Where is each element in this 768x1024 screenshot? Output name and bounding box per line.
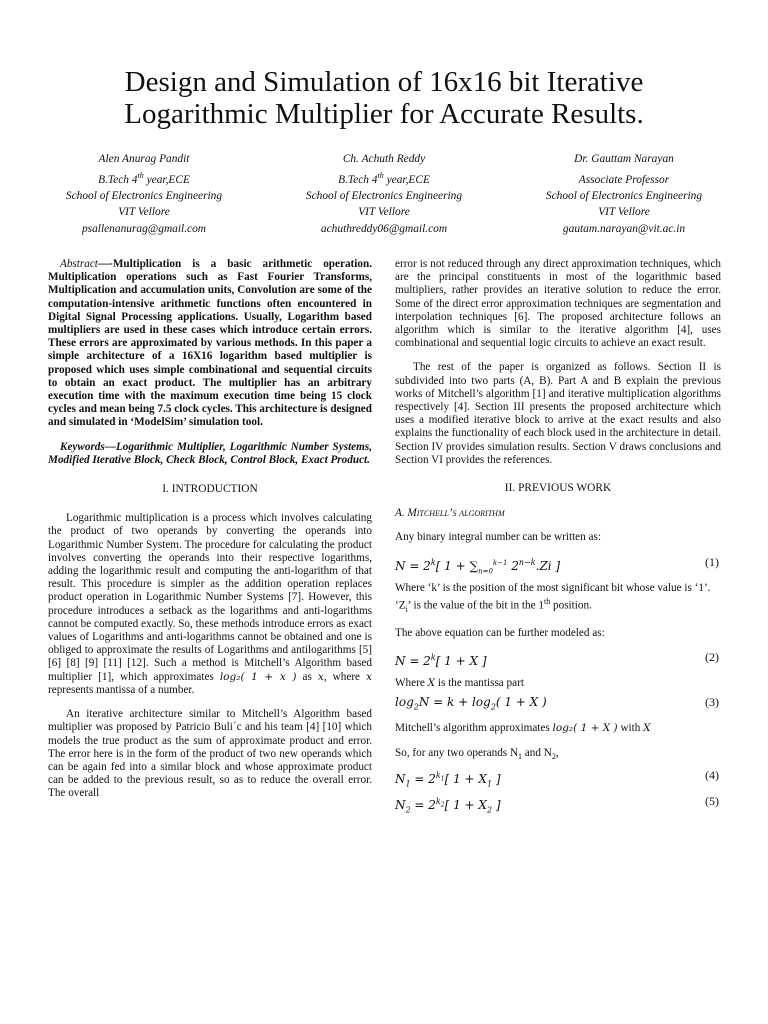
- author-email: gautam.narayan@vit.ac.in: [562, 222, 686, 235]
- text-line: Any binary integral number can be written as:: [395, 531, 601, 544]
- author-email: achuthreddy06@gmail.com: [320, 222, 448, 235]
- intro-paragraph-1: Logarithmic multiplication is a process which involves calculating the product of two operands by converting the operands into Logarithmic Number System. The procedure for calculating the product involves converting the operands into their respective logarithms, adding the logarithmic result and computing the anti-logarithm of that result. This procedure is simpler as the addition operation replaces product operation in Logarithmic Number Systems [7]. However, this procedure introduces a setback as the logarithms and anti-logarithms cannot be computed exactly. So, these methods introduce errors as exact values of Logarithms and anti-logarithms cannot be obtained and one is obliged to approximate the results of Logarithms and antilogarithms [5] [6] [8] [9] [11] [12]. Such a method is Mitchell’s Algorithm based multiplier [1], which approximates log₂( 1 + x ) as x, where x represents mantissa of a number.: [48, 512, 372, 696]
- text-line: Mitchell’s algorithm approximates log₂( 1 + X ) with X: [395, 722, 651, 735]
- author-institution: VIT Vellore: [358, 206, 410, 219]
- equation-1: $N = 2^k$[ $1 + \sum_{n=0}^{k-1}$ $2^{n-k}.Zi$ ] (1): [395, 554, 719, 576]
- equation-4: $N_1 = 2^{k_1}$[ $1 + X_1$ ] (4): [395, 768, 719, 789]
- right-column: [395, 258, 721, 821]
- intro-paragraph-2: An iterative architecture similar to Mitchell’s Algorithm based multiplier was proposed by Patricio Buli´c and his team [4] [10] which models the true product as the sum of approximate product and error. The error here is in the form of the product of two new operands which can be again fed into a similar block and whose approximate product can be added to the previous result, so as to reduce the overall error. The overall: [48, 708, 372, 800]
- author-school: School of Electronics Engineering: [305, 189, 463, 202]
- equation-number: (1): [705, 554, 719, 569]
- equation-5: $N_2 = 2^{k_2}$[ $1 + X_2$ ] (5): [395, 794, 719, 815]
- author-school: School of Electronics Engineering: [545, 189, 703, 202]
- section-heading-introduction: I. INTRODUCTION: [162, 483, 258, 496]
- text-line: So, for any two operands $N_1$ and $N_2$,: [395, 746, 559, 761]
- keywords-text: —Logarithmic Multiplier, Logarithmic Number Systems, Modified Iterative Block, Check Block, Control Block, Exact Product.: [48, 440, 372, 466]
- author-role: B.Tech 4th year,ECE: [98, 170, 190, 186]
- paper-title: [60, 66, 708, 130]
- equation-number: (4): [705, 768, 719, 783]
- author-institution: VIT Vellore: [118, 206, 170, 219]
- equation-2: $N = 2^k$[ 1 + X ] (2): [395, 650, 719, 669]
- text-line: Where ‘k’ is the position of the most significant bit whose value is ‘1’. ‘$Z_i$’ is the value of the bit in the 1th position.: [395, 581, 711, 614]
- author-school: School of Electronics Engineering: [65, 189, 223, 202]
- author-role: Associate Professor: [578, 173, 670, 186]
- author-1: [24, 151, 264, 237]
- author-name: Alen Anurag Pandit: [98, 153, 190, 165]
- section-heading-previous-work: II. PREVIOUS WORK: [504, 482, 612, 495]
- author-2: [264, 151, 504, 237]
- left-column: [48, 258, 372, 812]
- text-line: The above equation can be further modeled as:: [395, 627, 605, 640]
- equation-3: $\log_2N = k + \log_2$( 1 + X ) (3): [395, 695, 719, 712]
- equation-number: (2): [705, 650, 719, 665]
- abstract: [48, 258, 372, 430]
- author-block: [24, 151, 744, 241]
- right-paragraph-2: The rest of the paper is organized as follows. Section II is subdivided into two parts (A, B). Part A and B explain the previous works of Mitchell’s algorithm [1] and iterative multiplication algorithms respectively [4]. Section III presents the proposed architecture which uses a modified iterative block to arrive at the exact results and also explains the functionality of each block used in the architecture in detail. Section IV provides simulation results. Section V draws conclusions and Section VI provides the references.: [395, 361, 721, 466]
- subsection-heading-mitchell: A. Mitchell’s algorithm: [395, 507, 505, 520]
- author-email: psallenanurag@gmail.com: [81, 222, 207, 235]
- equation-number: (3): [705, 695, 719, 710]
- author-role: B.Tech 4th year,ECE: [338, 170, 430, 186]
- abstract-dash: —-: [97, 258, 113, 270]
- author-name: Dr. Gauttam Narayan: [574, 153, 674, 165]
- equation-number: (5): [705, 794, 719, 809]
- abstract-text: Multiplication is a basic arithmetic operation. Multiplication operations such as Fast Fourier Transforms, Multiplication and accumulation units, Convolution are some of the computation-intensive arithmetic functions often encountered in Digital Signal Processing applications. Usually, Logarithm based multipliers are used in these cases which introduce certain errors. These errors are approximated by various methods. In this paper a simple architecture of a 16X16 logarithm based multiplier is proposed which uses simple combinational and sequential circuits to obtain an exact product. The multiplier has an arbitrary execution time with the maximum execution time being 15 clock cycles and mean being 7.5 clock cycles. This architecture is designed and simulated in ‘ModelSim’ simulation tool.: [48, 258, 372, 429]
- math-inline: log₂( 1 + x ): [219, 670, 297, 683]
- keywords: [48, 441, 372, 467]
- author-3: [504, 151, 744, 237]
- right-paragraph-1: error is not reduced through any direct approximation techniques, which are the principal constituents in most of the logarithmic based multipliers, rather provides an iterative solution to reduce the error. Some of the direct error approximation techniques are segmentation and interpolation techniques [6]. The proposed architecture follows an algorithm which is similar to the iterative algorithm [4], uses combinational and sequential logic circuits to achieve an exact result.: [395, 258, 721, 350]
- title-line-2: Logarithmic Multiplier for Accurate Results.: [124, 98, 644, 130]
- abstract-label: Abstract: [60, 258, 98, 270]
- text-line: Where X is the mantissa part: [395, 677, 524, 690]
- keywords-label: Keywords: [60, 440, 105, 453]
- title-line-1: Design and Simulation of 16x16 bit Iterative: [124, 66, 644, 98]
- author-institution: VIT Vellore: [598, 206, 650, 219]
- author-name: Ch. Achuth Reddy: [342, 153, 426, 165]
